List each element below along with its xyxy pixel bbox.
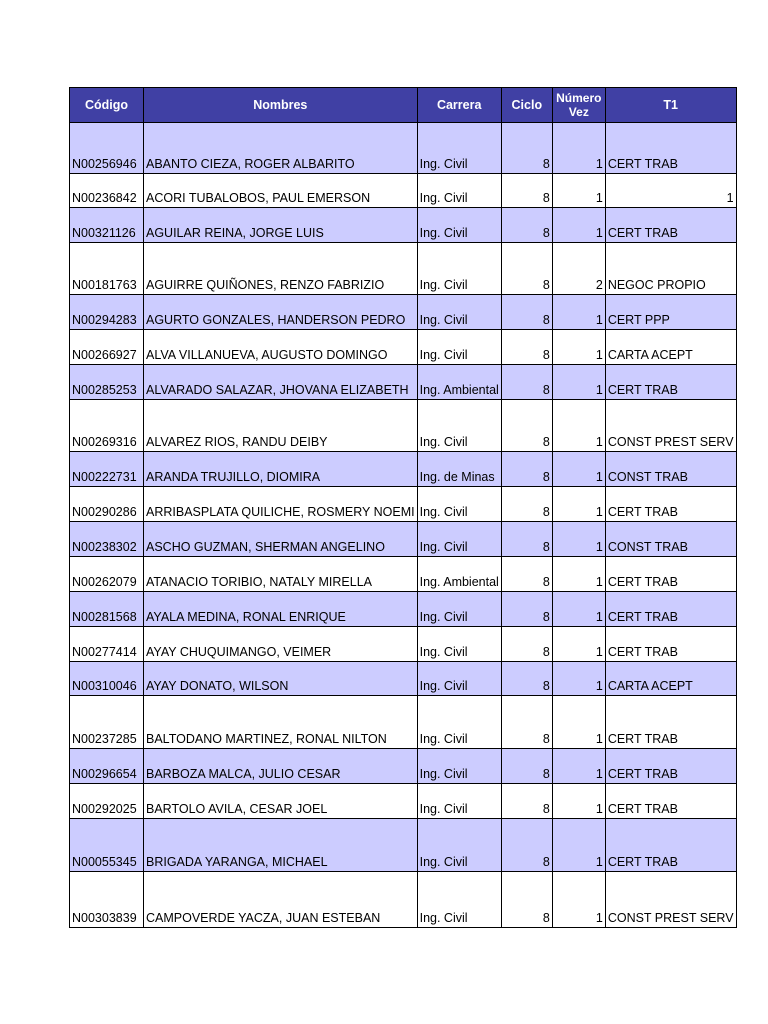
cell-codigo[interactable]: N00285253: [70, 365, 144, 400]
cell-carrera[interactable]: Ing. Civil: [417, 749, 501, 784]
cell-ciclo[interactable]: 8: [501, 592, 552, 627]
cell-codigo[interactable]: N00266927: [70, 330, 144, 365]
cell-t1[interactable]: CONST PREST SERV: [605, 872, 736, 928]
cell-t1[interactable]: CERT TRAB: [605, 557, 736, 592]
cell-codigo[interactable]: N00303839: [70, 872, 144, 928]
cell-nombre[interactable]: AGURTO GONZALES, HANDERSON PEDRO: [144, 295, 418, 330]
cell-ciclo[interactable]: 8: [501, 749, 552, 784]
table-row: [70, 330, 737, 365]
cell-codigo[interactable]: N00236842: [70, 174, 144, 208]
cell-nombre[interactable]: BARTOLO AVILA, CESAR JOEL: [144, 784, 418, 819]
cell-carrera[interactable]: Ing. Civil: [417, 784, 501, 819]
cell-t1[interactable]: CERT PPP: [605, 295, 736, 330]
cell-nombre[interactable]: CAMPOVERDE YACZA, JUAN ESTEBAN: [144, 872, 418, 928]
cell-t1[interactable]: CERT TRAB: [605, 365, 736, 400]
cell-t1[interactable]: CERT TRAB: [605, 749, 736, 784]
cell-codigo[interactable]: N00055345: [70, 819, 144, 872]
header-row: [70, 88, 737, 123]
cell-carrera[interactable]: Ing. Civil: [417, 819, 501, 872]
table-row: [70, 872, 737, 928]
cell-carrera[interactable]: Ing. Ambiental: [417, 557, 501, 592]
cell-ciclo[interactable]: 8: [501, 557, 552, 592]
cell-ciclo[interactable]: 8: [501, 452, 552, 487]
cell-t1[interactable]: CERT TRAB: [605, 696, 736, 749]
table-row: [70, 662, 737, 696]
cell-numero-vez[interactable]: 1: [552, 522, 605, 557]
cell-nombre[interactable]: BRIGADA YARANGA, MICHAEL: [144, 819, 418, 872]
column-header-t1[interactable]: T1: [605, 88, 736, 123]
table-body: [70, 123, 737, 928]
cell-nombre[interactable]: ALVAREZ RIOS, RANDU DEIBY: [144, 400, 418, 452]
cell-carrera[interactable]: Ing. Civil: [417, 330, 501, 365]
cell-numero-vez[interactable]: 1: [552, 749, 605, 784]
cell-codigo[interactable]: N00269316: [70, 400, 144, 452]
cell-t1[interactable]: CARTA ACEPT: [605, 662, 736, 696]
cell-codigo[interactable]: N00181763: [70, 243, 144, 295]
cell-carrera[interactable]: Ing. Civil: [417, 592, 501, 627]
table-row: [70, 522, 737, 557]
cell-codigo[interactable]: N00256946: [70, 123, 144, 174]
table-row: [70, 487, 737, 522]
cell-ciclo[interactable]: 8: [501, 696, 552, 749]
cell-numero-vez[interactable]: 1: [552, 295, 605, 330]
cell-carrera[interactable]: Ing. Civil: [417, 487, 501, 522]
cell-ciclo[interactable]: 8: [501, 784, 552, 819]
cell-t1[interactable]: NEGOC PROPIO: [605, 243, 736, 295]
cell-codigo[interactable]: N00321126: [70, 208, 144, 243]
cell-nombre[interactable]: AYAY CHUQUIMANGO, VEIMER: [144, 627, 418, 662]
table-row: [70, 400, 737, 452]
cell-carrera[interactable]: Ing. de Minas: [417, 452, 501, 487]
cell-ciclo[interactable]: 8: [501, 123, 552, 174]
cell-carrera[interactable]: Ing. Civil: [417, 522, 501, 557]
cell-codigo[interactable]: N00310046: [70, 662, 144, 696]
cell-ciclo[interactable]: 8: [501, 330, 552, 365]
cell-carrera[interactable]: Ing. Civil: [417, 295, 501, 330]
cell-numero-vez[interactable]: 1: [552, 627, 605, 662]
cell-carrera[interactable]: Ing. Civil: [417, 400, 501, 452]
cell-nombre[interactable]: ATANACIO TORIBIO, NATALY MIRELLA: [144, 557, 418, 592]
cell-codigo[interactable]: N00237285: [70, 696, 144, 749]
cell-numero-vez[interactable]: 2: [552, 243, 605, 295]
cell-nombre[interactable]: BALTODANO MARTINEZ, RONAL NILTON: [144, 696, 418, 749]
cell-numero-vez[interactable]: 1: [552, 662, 605, 696]
cell-numero-vez[interactable]: 1: [552, 784, 605, 819]
cell-nombre[interactable]: ARRIBASPLATA QUILICHE, ROSMERY NOEMI: [144, 487, 418, 522]
table-row: [70, 174, 737, 208]
cell-ciclo[interactable]: 8: [501, 522, 552, 557]
cell-t1[interactable]: CERT TRAB: [605, 208, 736, 243]
cell-nombre[interactable]: ACORI TUBALOBOS, PAUL EMERSON: [144, 174, 418, 208]
cell-numero-vez[interactable]: 1: [552, 819, 605, 872]
cell-ciclo[interactable]: 8: [501, 243, 552, 295]
cell-numero-vez[interactable]: 1: [552, 174, 605, 208]
cell-ciclo[interactable]: 8: [501, 819, 552, 872]
cell-ciclo[interactable]: 8: [501, 487, 552, 522]
cell-numero-vez[interactable]: 1: [552, 557, 605, 592]
cell-numero-vez[interactable]: 1: [552, 123, 605, 174]
cell-nombre[interactable]: ARANDA TRUJILLO, DIOMIRA: [144, 452, 418, 487]
cell-ciclo[interactable]: 8: [501, 174, 552, 208]
cell-t1[interactable]: CONST TRAB: [605, 522, 736, 557]
cell-t1[interactable]: CERT TRAB: [605, 627, 736, 662]
cell-t1[interactable]: 1: [605, 174, 736, 208]
column-header-nombres[interactable]: Nombres: [144, 88, 418, 123]
cell-numero-vez[interactable]: 1: [552, 400, 605, 452]
table-row: [70, 592, 737, 627]
cell-t1[interactable]: CERT TRAB: [605, 592, 736, 627]
table-row: [70, 749, 737, 784]
cell-t1[interactable]: CONST TRAB: [605, 452, 736, 487]
cell-numero-vez[interactable]: 1: [552, 872, 605, 928]
cell-nombre[interactable]: BARBOZA MALCA, JULIO CESAR: [144, 749, 418, 784]
cell-carrera[interactable]: Ing. Ambiental: [417, 365, 501, 400]
table-row: [70, 123, 737, 174]
table-row: [70, 819, 737, 872]
cell-numero-vez[interactable]: 1: [552, 696, 605, 749]
cell-numero-vez[interactable]: 1: [552, 487, 605, 522]
cell-ciclo[interactable]: 8: [501, 872, 552, 928]
cell-codigo[interactable]: N00292025: [70, 784, 144, 819]
cell-t1[interactable]: CARTA ACEPT: [605, 330, 736, 365]
table-row: [70, 295, 737, 330]
cell-nombre[interactable]: AGUILAR REINA, JORGE LUIS: [144, 208, 418, 243]
cell-numero-vez[interactable]: 1: [552, 208, 605, 243]
cell-carrera[interactable]: Ing. Civil: [417, 662, 501, 696]
cell-codigo[interactable]: N00238302: [70, 522, 144, 557]
column-header-ciclo[interactable]: Ciclo: [501, 88, 552, 123]
cell-codigo[interactable]: N00222731: [70, 452, 144, 487]
cell-t1[interactable]: CERT TRAB: [605, 819, 736, 872]
cell-carrera[interactable]: Ing. Civil: [417, 696, 501, 749]
cell-numero-vez[interactable]: 1: [552, 592, 605, 627]
cell-ciclo[interactable]: 8: [501, 400, 552, 452]
cell-codigo[interactable]: N00296654: [70, 749, 144, 784]
cell-ciclo[interactable]: 8: [501, 662, 552, 696]
cell-nombre[interactable]: ABANTO CIEZA, ROGER ALBARITO: [144, 123, 418, 174]
table-row: [70, 365, 737, 400]
table-row: [70, 452, 737, 487]
cell-codigo[interactable]: N00294283: [70, 295, 144, 330]
cell-nombre[interactable]: AYAY DONATO, WILSON: [144, 662, 418, 696]
cell-carrera[interactable]: Ing. Civil: [417, 174, 501, 208]
cell-nombre[interactable]: ASCHO GUZMAN, SHERMAN ANGELINO: [144, 522, 418, 557]
cell-ciclo[interactable]: 8: [501, 208, 552, 243]
table-row: [70, 696, 737, 749]
table-row: [70, 208, 737, 243]
cell-t1[interactable]: CERT TRAB: [605, 123, 736, 174]
cell-codigo[interactable]: N00277414: [70, 627, 144, 662]
cell-carrera[interactable]: Ing. Civil: [417, 627, 501, 662]
table-row: [70, 627, 737, 662]
cell-numero-vez[interactable]: 1: [552, 452, 605, 487]
column-header-numero-vez[interactable]: Número Vez: [552, 88, 605, 123]
table-row: [70, 243, 737, 295]
table-row: [70, 784, 737, 819]
cell-ciclo[interactable]: 8: [501, 627, 552, 662]
cell-nombre[interactable]: ALVARADO SALAZAR, JHOVANA ELIZABETH: [144, 365, 418, 400]
students-table: [69, 87, 737, 928]
cell-numero-vez[interactable]: 1: [552, 365, 605, 400]
cell-t1[interactable]: CONST PREST SERV: [605, 400, 736, 452]
cell-carrera[interactable]: Ing. Civil: [417, 243, 501, 295]
table-row: [70, 557, 737, 592]
column-header-carrera[interactable]: Carrera: [417, 88, 501, 123]
cell-nombre[interactable]: AYALA MEDINA, RONAL ENRIQUE: [144, 592, 418, 627]
cell-t1[interactable]: CERT TRAB: [605, 487, 736, 522]
column-header-codigo[interactable]: Código: [70, 88, 144, 123]
cell-carrera[interactable]: Ing. Civil: [417, 208, 501, 243]
cell-codigo[interactable]: N00262079: [70, 557, 144, 592]
cell-ciclo[interactable]: 8: [501, 365, 552, 400]
cell-carrera[interactable]: Ing. Civil: [417, 872, 501, 928]
cell-nombre[interactable]: ALVA VILLANUEVA, AUGUSTO DOMINGO: [144, 330, 418, 365]
cell-carrera[interactable]: Ing. Civil: [417, 123, 501, 174]
cell-nombre[interactable]: AGUIRRE QUIÑONES, RENZO FABRIZIO: [144, 243, 418, 295]
cell-codigo[interactable]: N00281568: [70, 592, 144, 627]
cell-t1[interactable]: CERT TRAB: [605, 784, 736, 819]
cell-ciclo[interactable]: 8: [501, 295, 552, 330]
cell-numero-vez[interactable]: 1: [552, 330, 605, 365]
cell-codigo[interactable]: N00290286: [70, 487, 144, 522]
